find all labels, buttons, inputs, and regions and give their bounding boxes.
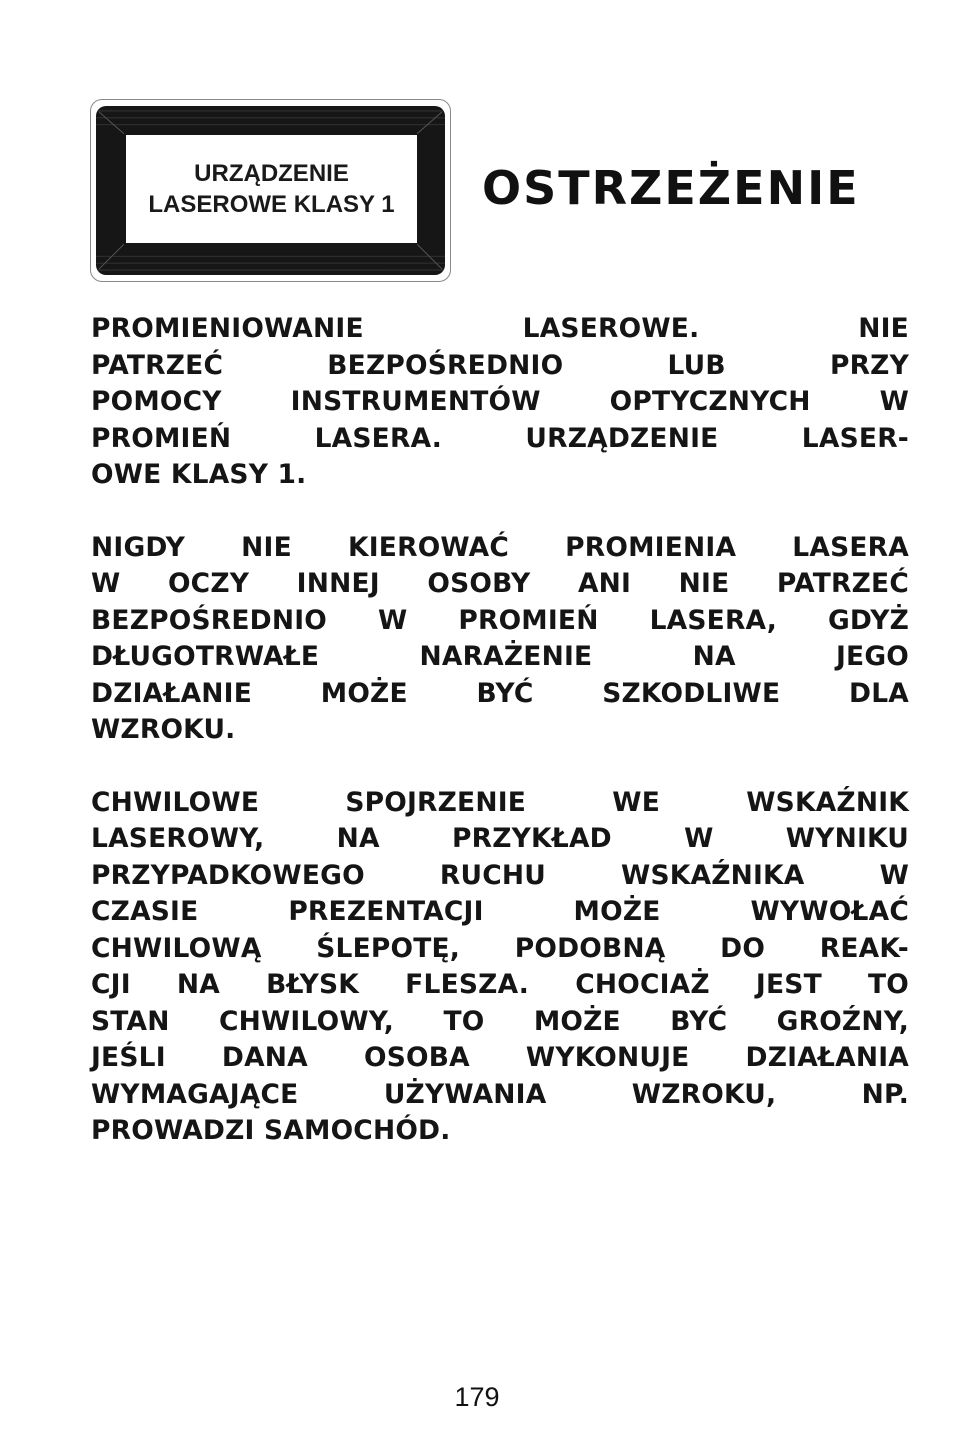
text-line: CJI NA BŁYSK FLESZA. CHOCIAŻ JEST TO [91, 969, 909, 1000]
warning-body [91, 311, 909, 1186]
text-line: DZIAŁANIE MOŻE BYĆ SZKODLIWE DLA [91, 677, 909, 709]
text-line: DŁUGOTRWAŁE NARAŻENIE NA JEGO [91, 641, 909, 672]
text-line: OWE KLASY 1. [91, 459, 307, 490]
text-line: CHWILOWĄ ŚLEPOTĘ, PODOBNĄ DO REAK- [91, 932, 909, 964]
warning-paragraph-3 [91, 785, 909, 1150]
warning-paragraph-1 [91, 311, 909, 494]
text-line: STAN CHWILOWY, TO MOŻE BYĆ GROŹNY, [91, 1005, 909, 1037]
page-title: OSTRZEŻENIE [482, 161, 860, 215]
laser-label-panel [126, 135, 417, 243]
text-line: JEŚLI DANA OSOBA WYKONUJE DZIAŁANIA [91, 1042, 909, 1073]
laser-label-line-1: URZĄDZENIE [194, 160, 349, 187]
laser-label-line-2: LASEROWE KLASY 1 [148, 191, 395, 218]
text-line: CHWILOWE SPOJRZENIE WE WSKAŹNIK [91, 786, 909, 818]
laser-label-frame [96, 106, 445, 275]
text-line: POMOCY INSTRUMENTÓW OPTYCZNYCH W [91, 386, 909, 417]
text-line: PATRZEĆ BEZPOŚREDNIO LUB PRZY [91, 349, 909, 381]
text-line: CZASIE PREZENTACJI MOŻE WYWOŁAĆ [91, 896, 909, 927]
laser-class-label [90, 99, 451, 282]
text-line: PROWADZI SAMOCHÓD. [91, 1115, 451, 1146]
text-line: LASEROWY, NA PRZYKŁAD W WYNIKU [91, 823, 909, 854]
text-line: PROMIEŃ LASERA. URZĄDZENIE LASER- [91, 422, 909, 454]
text-line: BEZPOŚREDNIO W PROMIEŃ LASERA, GDYŻ [91, 604, 909, 636]
page-number: 179 [454, 1382, 500, 1412]
text-line: WZROKU. [91, 714, 236, 745]
text-line: PRZYPADKOWEGO RUCHU WSKAŹNIKA W [91, 859, 909, 891]
text-line: PROMIENIOWANIE LASEROWE. NIE [91, 313, 909, 344]
text-line: WYMAGAJĄCE UŻYWANIA WZROKU, NP. [91, 1078, 909, 1110]
warning-paragraph-2 [91, 530, 909, 749]
text-line: NIGDY NIE KIEROWAĆ PROMIENIA LASERA [91, 531, 909, 563]
text-line: W OCZY INNEJ OSOBY ANI NIE PATRZEĆ [91, 568, 909, 599]
